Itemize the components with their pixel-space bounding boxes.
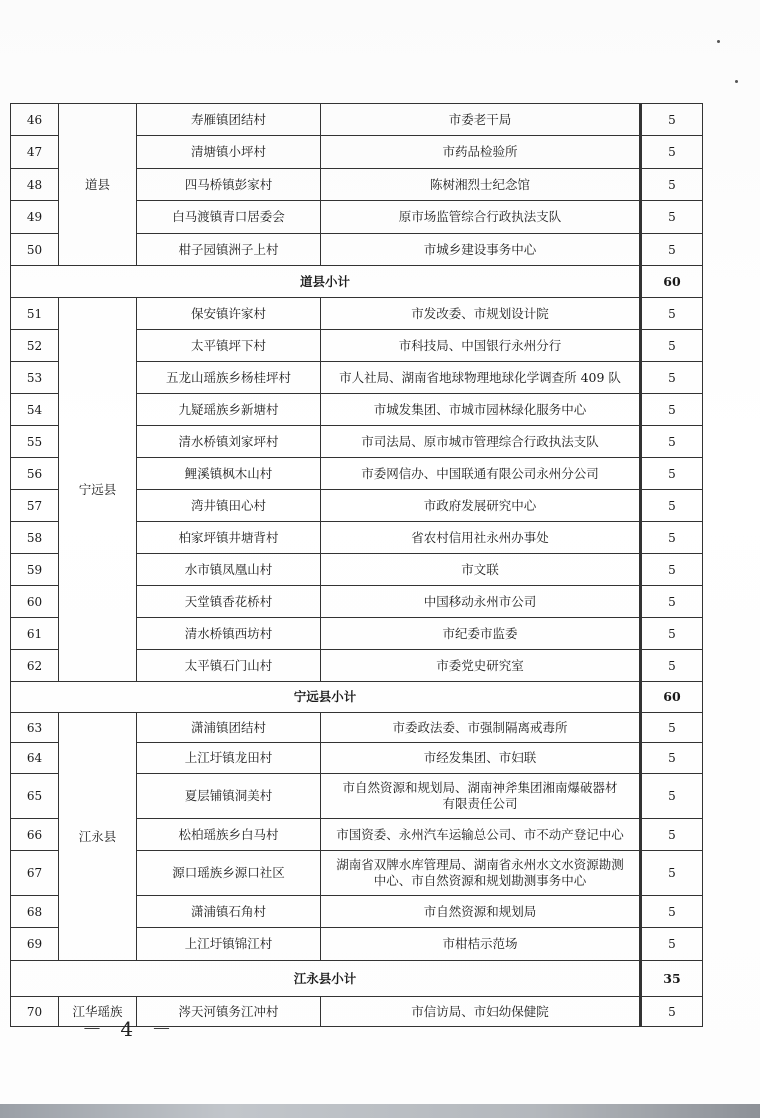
score-cell: 5	[641, 851, 703, 896]
unit-line: 有限责任公司	[442, 796, 518, 811]
score-cell: 5	[641, 650, 703, 682]
subtotal-row	[11, 961, 703, 997]
unit-line: 市自然资源和规划局、湖南神斧集团湘南爆破器材	[342, 780, 618, 795]
unit-line: 中心、市自然资源和规划勘测事务中心	[373, 873, 587, 888]
table-row	[11, 713, 703, 743]
scan-edge	[0, 1104, 760, 1118]
score-cell: 5	[641, 743, 703, 774]
village-cell: 保安镇许家村	[137, 298, 321, 330]
row-number: 60	[11, 586, 59, 618]
score-cell: 5	[641, 774, 703, 819]
row-number: 57	[11, 490, 59, 522]
score-cell: 5	[641, 362, 703, 394]
table-row	[11, 104, 703, 136]
village-cell: 鲤溪镇枫木山村	[137, 458, 321, 490]
village-cell: 柏家坪镇井塘背村	[137, 522, 321, 554]
score-cell: 5	[641, 394, 703, 426]
unit-cell: 市经发集团、市妇联	[321, 743, 641, 774]
unit-cell: 市委老干局	[321, 104, 641, 136]
row-number: 70	[11, 997, 59, 1027]
village-cell: 潇浦镇石角村	[137, 896, 321, 928]
score-cell: 5	[641, 458, 703, 490]
unit-cell: 市文联	[321, 554, 641, 586]
row-number: 46	[11, 104, 59, 136]
unit-cell: 市司法局、原市城市管理综合行政执法支队	[321, 426, 641, 458]
unit-cell: 陈树湘烈士纪念馆	[321, 169, 641, 201]
row-number: 58	[11, 522, 59, 554]
county-cell: 江华瑶族	[59, 997, 137, 1027]
row-number: 63	[11, 713, 59, 743]
score-cell: 5	[641, 928, 703, 961]
village-cell: 松柏瑶族乡白马村	[137, 819, 321, 851]
village-cell: 潇浦镇团结村	[137, 713, 321, 743]
score-cell: 5	[641, 426, 703, 458]
village-cell: 清水桥镇刘家坪村	[137, 426, 321, 458]
unit-cell: 市人社局、湖南省地球物理地球化学调查所 409 队	[321, 362, 641, 394]
row-number: 67	[11, 851, 59, 896]
county-cell: 宁远县	[59, 298, 137, 682]
county-cell: 道县	[59, 104, 137, 266]
village-cell: 天堂镇香花桥村	[137, 586, 321, 618]
row-number: 54	[11, 394, 59, 426]
score-cell: 5	[641, 618, 703, 650]
subtotal-score: 60	[641, 682, 703, 713]
row-number: 55	[11, 426, 59, 458]
village-cell: 清塘镇小坪村	[137, 136, 321, 169]
unit-cell: 中国移动永州市公司	[321, 586, 641, 618]
row-number: 66	[11, 819, 59, 851]
subtotal-label: 江永县小计	[11, 961, 641, 997]
village-cell: 湾井镇田心村	[137, 490, 321, 522]
row-number: 53	[11, 362, 59, 394]
village-cell: 白马渡镇青口居委会	[137, 201, 321, 234]
row-number: 61	[11, 618, 59, 650]
unit-cell: 市国资委、永州汽车运输总公司、市不动产登记中心	[321, 819, 641, 851]
village-cell: 清水桥镇西坊村	[137, 618, 321, 650]
village-cell: 夏层铺镇洞美村	[137, 774, 321, 819]
page-number: － 4 －	[82, 1017, 178, 1041]
score-cell: 5	[641, 896, 703, 928]
row-number: 64	[11, 743, 59, 774]
row-number: 69	[11, 928, 59, 961]
unit-cell: 市柑桔示范场	[321, 928, 641, 961]
unit-cell: 市委政法委、市强制隔离戒毒所	[321, 713, 641, 743]
unit-cell: 市纪委市监委	[321, 618, 641, 650]
unit-cell: 市城发集团、市城市园林绿化服务中心	[321, 394, 641, 426]
row-number: 56	[11, 458, 59, 490]
village-cell: 太平镇石门山村	[137, 650, 321, 682]
unit-cell	[321, 774, 641, 819]
unit-cell: 原市场监管综合行政执法支队	[321, 201, 641, 234]
subtotal-label: 道县小计	[11, 266, 641, 298]
score-cell: 5	[641, 586, 703, 618]
row-number: 51	[11, 298, 59, 330]
score-cell: 5	[641, 522, 703, 554]
county-cell: 江永县	[59, 713, 137, 961]
village-cell: 水市镇凤凰山村	[137, 554, 321, 586]
row-number: 62	[11, 650, 59, 682]
village-cell: 四马桥镇彭家村	[137, 169, 321, 201]
village-cell: 涔天河镇务江冲村	[137, 997, 321, 1027]
table-row	[11, 298, 703, 330]
score-cell: 5	[641, 201, 703, 234]
row-number: 47	[11, 136, 59, 169]
subtotal-row	[11, 266, 703, 298]
village-cell: 五龙山瑶族乡杨桂坪村	[137, 362, 321, 394]
subtotal-label: 宁远县小计	[11, 682, 641, 713]
row-number: 59	[11, 554, 59, 586]
scan-speck	[717, 40, 720, 43]
village-cell: 寿雁镇团结村	[137, 104, 321, 136]
row-number: 48	[11, 169, 59, 201]
village-cell: 上江圩镇龙田村	[137, 743, 321, 774]
row-number: 49	[11, 201, 59, 234]
village-cell: 上江圩镇锦江村	[137, 928, 321, 961]
score-cell: 5	[641, 104, 703, 136]
unit-cell: 市药品检验所	[321, 136, 641, 169]
village-cell: 九疑瑶族乡新塘村	[137, 394, 321, 426]
score-cell: 5	[641, 169, 703, 201]
subtotal-score: 60	[641, 266, 703, 298]
unit-cell: 市城乡建设事务中心	[321, 234, 641, 266]
village-cell: 柑子园镇洲子上村	[137, 234, 321, 266]
unit-cell: 市政府发展研究中心	[321, 490, 641, 522]
score-cell: 5	[641, 298, 703, 330]
score-cell: 5	[641, 713, 703, 743]
unit-cell: 市自然资源和规划局	[321, 896, 641, 928]
assistance-table	[10, 103, 703, 1027]
score-cell: 5	[641, 490, 703, 522]
unit-cell: 市信访局、市妇幼保健院	[321, 997, 641, 1027]
unit-cell: 市委党史研究室	[321, 650, 641, 682]
unit-cell	[321, 851, 641, 896]
score-cell: 5	[641, 136, 703, 169]
row-number: 50	[11, 234, 59, 266]
unit-cell: 省农村信用社永州办事处	[321, 522, 641, 554]
row-number: 68	[11, 896, 59, 928]
subtotal-score: 35	[641, 961, 703, 997]
scan-speck	[735, 80, 738, 83]
row-number: 52	[11, 330, 59, 362]
unit-cell: 市科技局、中国银行永州分行	[321, 330, 641, 362]
village-cell: 源口瑶族乡源口社区	[137, 851, 321, 896]
score-cell: 5	[641, 330, 703, 362]
unit-line: 湖南省双牌水库管理局、湖南省永州水文水资源勘测	[336, 857, 624, 872]
unit-cell: 市发改委、市规划设计院	[321, 298, 641, 330]
score-cell: 5	[641, 234, 703, 266]
subtotal-row	[11, 682, 703, 713]
score-cell: 5	[641, 997, 703, 1027]
village-cell: 太平镇坪下村	[137, 330, 321, 362]
unit-cell: 市委网信办、中国联通有限公司永州分公司	[321, 458, 641, 490]
score-cell: 5	[641, 554, 703, 586]
row-number: 65	[11, 774, 59, 819]
score-cell: 5	[641, 819, 703, 851]
